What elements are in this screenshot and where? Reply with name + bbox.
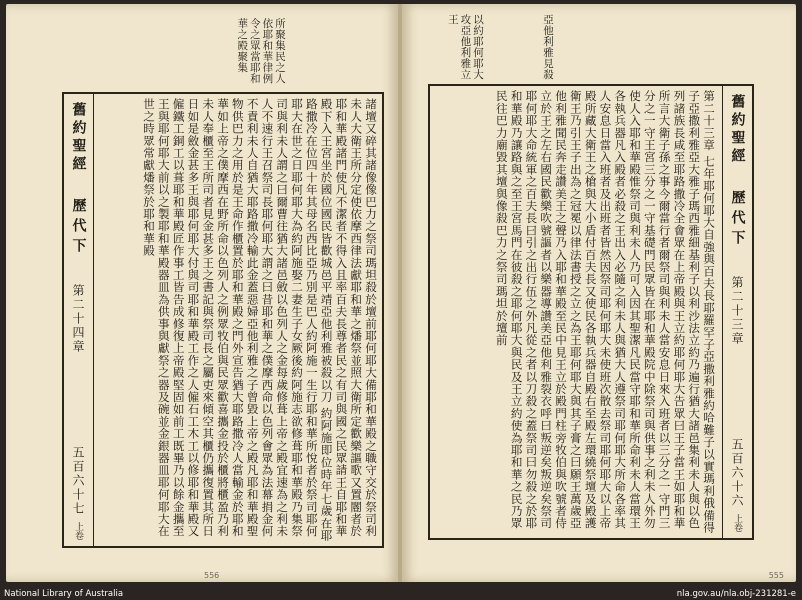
left-page: [6, 4, 398, 582]
right-page: [402, 4, 796, 582]
left-header-column: [64, 94, 94, 546]
right-ink-mark: 555: [768, 571, 784, 580]
right-body-paragraph: 第二十三章 七年耶何耶大自強與百夫長耶羅罕子亞撒利雅約哈難子以實瑪利俄備得子亞撒利雅亞大雅子瑪西雅細基利子以利沙法立約乃遍行猶大諸邑集利未人與以色列諸族長咸至耶路撒冷全會眾在上帝殿與王立約耶何耶大告眾曰王子當王如耶和華所言大衛子孫之事今爾當行者爾祭司與利未人當安息日來入班者以三分之一守門三分之一守王宮三分之一守基礎門民眾皆在耶和華殿院中除祭司與供事之利未人外勿使人入耶和華殿惟祭司與利未人乃可入因其聖潔凡民當守耶和華所命利未人當環王各執兵器凡入殿者必殺之王出入必隨之利未人與猶大人遵祭司耶何耶大所命各率其人安息日當入班者及出班者皆然因祭司耶何耶大未使班次散去祭司耶何耶大以上帝殿所藏大衛王之槍與大小盾付百夫長又使民各執兵器自殿右至殿左環繞祭壇及殿護衛王乃引王子出為之冠冕以律法書授之立之為王耶何耶大與其子膏之曰願王萬歲亞他利雅聞民奔走讚美王之聲乃入耶和華殿至民中見王立於殿門柱旁牧伯與吹號者侍立於王之左右國民歡樂吹號謳者以樂器導讚美亞他利雅裂衣呼曰叛逆矣叛逆矣祭司耶何耶大命統軍之百夫長曰引之出行伍之外凡從之者以刀殺之蓋祭司曰勿殺之於耶和華殿乃讓路與之至王宮馬門在彼殺之耶何耶大與民及王立約使為耶和華之民乃眾民往巴力廟毀其壇與像殺巴力之祭司瑪坦於壇前: [494, 90, 716, 534]
left-volume-label: 上卷: [73, 522, 83, 540]
left-section-title: 歷代下: [70, 198, 87, 258]
right-marginal-note-2: 亞他利雅見殺: [542, 14, 554, 80]
left-running-title: 舊約聖經: [70, 102, 87, 174]
library-credit: National Library of Australia: [4, 589, 124, 599]
viewer-footer: [0, 588, 802, 600]
record-url[interactable]: nla.gov.au/nla.obj-231281-e: [676, 589, 796, 599]
right-volume-label: 上卷: [732, 514, 742, 532]
left-chapter-label: 第二十四章: [71, 284, 85, 354]
right-running-title: 舊約聖經: [729, 94, 746, 166]
left-ink-mark: 556: [204, 571, 220, 580]
right-marginal-note-1: 以約耶何耶大攻亞他利雅立王: [446, 14, 484, 80]
left-body-text: [100, 98, 378, 542]
left-body-paragraph: 諸壇又碎其諸像像巴力之祭司瑪坦殺於壇前耶何耶大備耶和華殿之職守交於祭司利未人大衛王所分定使依摩西律法獻耶和華之燔祭並照大衛所定歡樂謳歌又置閽者於耶和華殿諸門使凡不潔者不得入且率百夫長尊者民之有司與國之民眾請王自耶和華殿下入王宮坐於國位國民皆歡城邑平靖亞他利雅被殺以刀 約阿施即位時年七歲在耶路撒冷在位四十年其母名西比亞乃別是巴人約阿施一生行耶和華所悅者於祭司耶何耶大在世之日耶何耶大為約阿施娶二妻生子女厥後約阿施志欲修葺耶和華殿乃集祭司與利未人謂之曰爾曹往猶大諸邑斂以色列人之金每歲修葺上帝之殿宜速為之利未人不速行王召祭司長耶何耶大謂之曰昔耶和華之僕摩西命以色列會眾為法幕捐金何不責利未人自猶大耶路撒冷輸此金蓋惡婦亞他利雅之子曾毀上帝之殿凡耶和華殿聖物供巴力之用於是王命作櫃置於耶和華殿之門外宣告猶大耶路撒冷人當輸金於耶和華如上帝之僕摩西在野所命以色列人之例眾牧伯與民眾歡喜攜金投於櫃將櫃盈乃利未人奉櫃至王所司者見金甚多王之書記與祭司長之屬吏來傾空其櫃仍攜復置其所日日如是斂金甚多王與耶何耶大付與司耶和華殿工作之人僱石工木工以修耶和華殿又僱鐵工銅工以葺耶和華殿匠作事工皆告成修復上帝殿堅固如前工既畢乃以餘金攜至王與耶何耶大前以之製耶和華殿器皿為供事與獻祭之器及碗並金銀器皿耶何耶大在世之時眾常獻燔祭於耶和華殿: [142, 98, 378, 542]
right-body-text: [434, 90, 716, 534]
right-section-title: 歷代下: [729, 190, 746, 250]
right-chapter-label: 第二十三章: [730, 276, 744, 346]
left-text-frame: [62, 92, 384, 548]
right-page-number: 五百六十六: [730, 438, 744, 508]
left-marginal-note: 所聚集民之人依耶和華律例令之眾當耶和華之殿聚集: [236, 18, 286, 84]
right-header-column: [722, 86, 752, 538]
left-page-number: 五百六十七: [71, 446, 85, 516]
right-text-frame: [428, 84, 754, 540]
